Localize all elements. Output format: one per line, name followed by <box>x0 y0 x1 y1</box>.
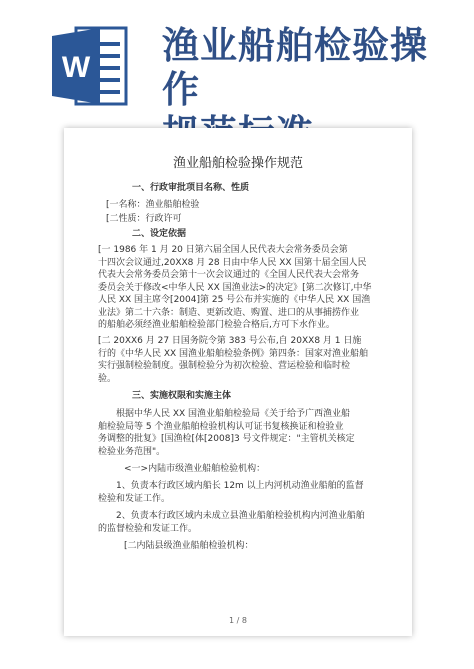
paragraph-line: 检验和发证工作。 <box>98 493 171 504</box>
word-logo-letter: W <box>61 51 91 84</box>
paragraph-line: 根据中华人民 XX 国渔业船舶检验局《关于给予广西渔业船 <box>116 409 351 419</box>
section-heading-1: 一、行政审批项目名称、性质 <box>132 183 250 193</box>
paragraph-line: 实行强制检验制度。强制检验分为初次检验、营运检验和临时检 <box>98 361 351 371</box>
section-heading-3: 三、实施权限和实施主体 <box>132 391 232 401</box>
paragraph-line: 1、负责本行政区域内船长 12m 以上内河机动渔业船舶的监督 <box>116 481 364 491</box>
banner <box>0 0 474 128</box>
paragraph-line: 人民 XX 国主席令[2004]第 25 号公布并实施的《中华人民 XX 国渔 <box>98 295 371 305</box>
paragraph-line: 十四次会议通过,20XX8 月 28 日由中华人民 XX 国第十届全国人民 <box>98 257 367 268</box>
paragraph-line: 业法》第二十六条：制造、更新改造、购置、进口的从事捕捞作业 <box>98 307 360 318</box>
paragraph-line: 的监督检验和发证工作。 <box>98 523 198 534</box>
paragraph-line: 检验业务范围"。 <box>98 446 166 457</box>
text-line: [一名称：渔业船舶检验 <box>106 200 200 210</box>
text-line: [二性质：行政许可 <box>106 214 182 224</box>
word-document-icon <box>50 22 130 110</box>
page-number: 1 / 8 <box>229 616 247 625</box>
document-page <box>64 128 412 636</box>
section-heading-2: 二、设定依据 <box>132 229 187 239</box>
paragraph-line: 行的《中华人民 XX 国渔业船舶检验条例》第四条：国家对渔业船舶 <box>98 348 369 359</box>
subheading-line: <一>内陆市级渔业船舶检验机构： <box>124 464 266 474</box>
paragraph-line: 代表大会常务委员会第十一次会议通过的《全国人民代表大会常务 <box>98 270 360 280</box>
subheading-line: [二内陆县级渔业船舶检验机构： <box>124 541 254 551</box>
paragraph-line: [一 1986 年 1 月 20 日第六届全国人民代表大会常务委员会第 <box>98 245 348 255</box>
paragraph-line: 的船舶必须经渔业船舶检验部门检验合格后,方可下水作业。 <box>98 320 335 330</box>
paragraph-line: 务调整的批复》[国渔检[体[2008]3 号文件规定："主管机关核定 <box>98 434 355 444</box>
paragraph-line: 舶检验局等 5 个渔业船舶检验机构认可证书复核换证和检验业 <box>98 421 344 432</box>
banner-title: 渔业船舶检验操作 <box>162 24 428 111</box>
paragraph-line: 委员会关于修改<中华人民 XX 国渔业法>的决定》[第二次修订,中华 <box>98 282 372 293</box>
paragraph-line: 验。 <box>98 373 117 384</box>
paragraph-line: 2、负责本行政区域内未成立县渔业船舶检验机构内河渔业船舶 <box>116 511 365 521</box>
paragraph-line: [二 20XX6 月 27 日国务院令第 383 号公布,自 20XX8 月 1 日施 <box>98 336 362 346</box>
document-title: 渔业船舶检验操作规范 <box>172 156 303 171</box>
